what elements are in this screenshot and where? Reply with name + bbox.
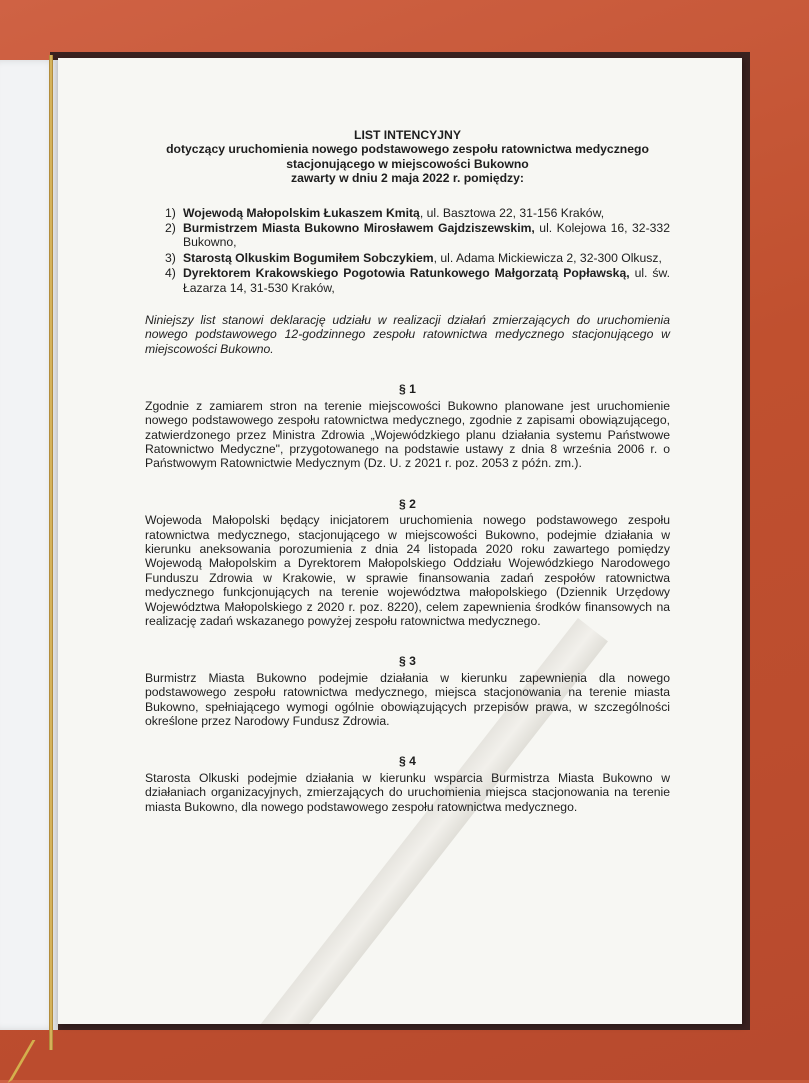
party-address: , ul. Adama Mickiewicza 2, 32-300 Olkusz,: [433, 250, 662, 265]
party-number: 3): [165, 250, 176, 265]
section-heading: § 4: [399, 754, 416, 769]
section-text: Starosta Olkuski podejmie działania w kierunku wsparcia Burmistrza Miasta Bukowno w działaniach organizacyjnych, zmierzających do uruchomienia miejsca stacjonowania na terenie miasta Bukowno, dla nowego podstawowego zespołu ratownictwa medycznego.: [145, 770, 670, 814]
party-item: [145, 266, 670, 295]
section-heading: § 3: [399, 654, 416, 669]
section-3: [145, 654, 670, 728]
binding-cord: [49, 55, 53, 1050]
party-item: [145, 221, 670, 250]
section-heading: § 1: [399, 382, 416, 397]
letter-content: [145, 128, 670, 814]
party-item: [145, 206, 670, 220]
subtitle-line-2: stacjonującego w miejscowości Bukowno: [286, 156, 529, 171]
party-name: Burmistrzem Miasta Bukowno Mirosławem Gajdziszewskim,: [183, 221, 535, 236]
party-name: Dyrektorem Krakowskiego Pogotowia Ratunkowego Małgorzatą Popławską,: [183, 266, 630, 281]
document-title: LIST INTENCYJNY: [354, 128, 461, 142]
party-address: ul. św. Łazarza 14, 31-530 Kraków,: [183, 266, 670, 295]
subtitle-line-3: zawarty w dniu 2 maja 2022 r. pomiędzy:: [290, 171, 524, 186]
section-heading: § 2: [399, 496, 416, 511]
section-text: Wojewoda Małopolski będący inicjatorem uruchomienia nowego podstawowego zespołu ratownictwa medycznego, stacjonującego w miejscowości Bukowno, podejmie działania w kierunku aneksowania porozumienia z dnia 24 listopada 2020 roku zawartego pomiędzy Wojewodą Małopolskim a Dyrektorem Małopolskiego Oddziału Wojewódzkiego Narodowego Funduszu Zdrowia w Krakowie, w sprawie finansowania zadań zespołów ratownictwa medycznego funkcjonujących na terenie województwa małopolskiego (Dziennik Urzędowy Województwa Małopolskiego z 2020 r. poz. 8220), celem zapewnienia środków finansowych na realizację zadań wskazanego powyżej zespołu ratownictwa medycznego.: [145, 513, 670, 628]
party-number: 1): [165, 205, 176, 220]
party-address: ul. Kolejowa 16, 32-332 Bukowno,: [183, 221, 670, 250]
intro-paragraph: Niniejszy list stanowi deklarację udziału w realizacji działań zmierzających do uruchomienia nowego podstawowego 12-godzinnego zespołu ratownictwa medycznego stacjonującego w miejscowości Bukowno.: [145, 313, 670, 356]
section-2: [145, 497, 670, 629]
section-text: Burmistrz Miasta Bukowno podejmie działania w kierunku zapewnienia dla nowego podstawowego zespołu ratownictwa medycznego, miejsca stacjonowania na terenie miasta Bukowno, spełniającego wymogi ogólnie obowiązujących przepisów prawa, w szczególności określone przez Narodowy Fundusz Zdrowia.: [145, 670, 670, 728]
party-name: Wojewodą Małopolskim Łukaszem Kmitą: [183, 205, 420, 220]
party-address: , ul. Basztowa 22, 31-156 Kraków,: [419, 205, 605, 220]
party-number: 4): [165, 266, 176, 281]
party-number: 2): [165, 221, 176, 236]
party-item: [145, 251, 670, 265]
section-4: [145, 754, 670, 814]
party-name: Starostą Olkuskim Bogumiłem Sobczykiem: [183, 250, 434, 265]
parties-list: [145, 206, 670, 295]
section-text: Zgodnie z zamiarem stron na terenie miejscowości Bukowno planowane jest uruchomienie nowego podstawowego zespołu ratownictwa medycznego, zgodnie z zapisami obowiązującego, zatwierdzonego przez Ministra Zdrowia „Wojewódzkiego planu działania systemu Państwowe Ratownictwo Medyczne", przygotowanego na podstawie ustawy z dnia 8 września 2006 r. o Państwowym Ratownictwie Medycznym (Dz. U. z 2021 r. poz. 2053 z późn. zm.).: [145, 398, 670, 471]
cord-tassel: [8, 1040, 106, 1083]
subtitle-line-1: dotyczący uruchomienia nowego podstawowego zespołu ratownictwa medycznego: [166, 142, 649, 157]
section-1: [145, 382, 670, 470]
